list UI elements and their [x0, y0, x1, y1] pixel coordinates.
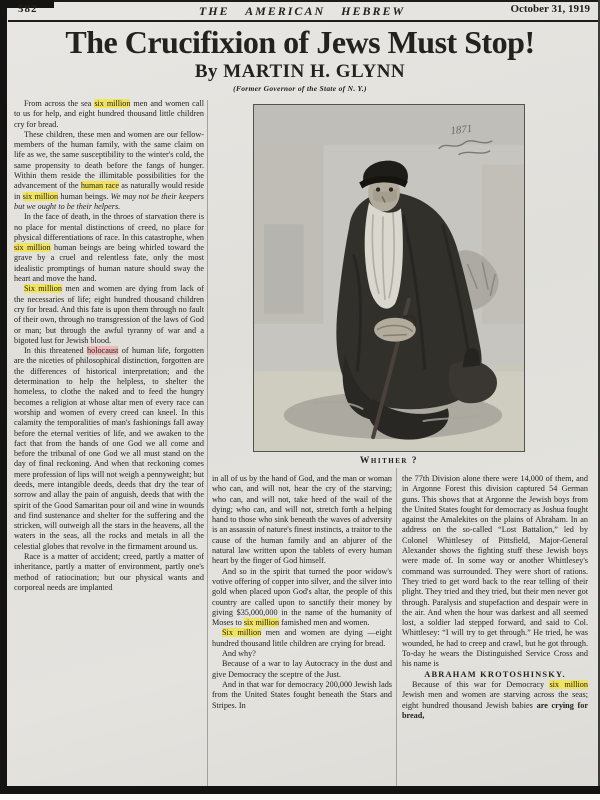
paragraph — [14, 212, 204, 284]
paragraph — [14, 552, 204, 593]
text-segment: In the face of death, in the throes of starvation there is no place for mental distinctions of creed, no place for physical differentiations of race. In this catastrophe, when — [14, 212, 204, 242]
paragraph — [14, 99, 204, 130]
column-rule — [396, 468, 397, 786]
highlighted-text: six million — [22, 191, 59, 201]
paragraph — [212, 680, 392, 711]
highlighted-text: six million — [14, 243, 51, 253]
text-segment: ABRAHAM KROTOSHINSKY. — [424, 669, 566, 679]
text-segment: the 77th Division alone there were 14,000 of them, and in Argonne Forest this division captured 54 German guns. This shows that at Argonne the Jewish boys from the United States fought for democracy as Joshua fought against the Amalekites on the plains of Abraham. In an address on the so-called “Lost Battalion,” led by Colonel Whittlesey of Pittsfield, Major-General Alexander shows the fighting stuff these Jewish boys were made of. In some way or another Whittlesey's command was surrounded. They were short of rations. They tried to get word back to the rear telling of their plight. They tried and they tried, but their men never got through. Paralysis and stupefaction and despair were in the air. And when the hour was darkest and all seemed lost, a soldier lad stepped forward, and said to Col. Whittlesey: “I will try to get through.” He tried, he was wounded, he had to creep and crawl, but he got through. To-day he wears the Distinguished Service Cross and his name is — [402, 474, 588, 669]
scan-border-top — [0, 0, 600, 2]
highlighted-text: human race — [80, 181, 119, 191]
article-headline: The Crucifixion of Jews Must Stop! — [65, 24, 535, 60]
issue-date: October 31, 1919 — [510, 3, 590, 15]
masthead-title: THE AMERICAN HEBREW — [198, 4, 406, 18]
illustration-image — [253, 104, 525, 452]
paragraph — [212, 649, 392, 659]
paragraph — [402, 670, 588, 680]
highlighted-text: Six million — [222, 628, 262, 638]
header-rule — [8, 20, 598, 22]
text-segment: in all of us by the hand of God, and the man or woman who can, and will not, hear the cry of the starving; who can, and will not, take heed of the wail of the dying; who can, and will not, stretch forth a helping hand to those who sink beneath the waves of adversity is an assassin of nature's finest instincts, a traitor to the cause of the human family and an abjurer of the natural law written upon the tablets of every human heart by the finger of God himself. — [212, 474, 392, 566]
text-segment: We may not be their keepers but we ought to be their helpers. — [14, 191, 204, 211]
text-segment: Race is a matter of accident; creed, partly a matter of inheritance, partly a matter of environment, partly one's method of ratiocination; but our physical wants and corporeal needs are implanted — [14, 552, 204, 592]
text-segment: Because of this war for Democracy — [412, 679, 550, 689]
text-column-3 — [402, 474, 588, 787]
text-segment: In this threatened — [24, 346, 87, 356]
paragraph — [402, 474, 588, 670]
old-man-drawing — [254, 105, 524, 451]
paragraph — [14, 284, 204, 346]
scan-border-left — [0, 0, 7, 794]
text-column-2 — [212, 474, 392, 787]
scan-border-bottom — [0, 786, 600, 794]
text-segment: men and women are dying —eight hundred thousand little children are crying for bread. — [212, 628, 392, 648]
paragraph — [14, 346, 204, 552]
text-segment: These children, these men and women are our fellow-members of the human family, with the same claim on life as we, the same susceptibility to the winter's cold, the same propensity to death before the fangs of hunger. Within them reside the illimitable possibilities for the advancement of the — [14, 129, 204, 191]
text-segment: From across the sea — [24, 99, 95, 108]
illustration-inscription: 1871 — [449, 122, 473, 138]
text-segment: Jewish men and women are starving across the seas; eight hundred thousand Jewish babies — [402, 690, 588, 710]
column-rule — [207, 100, 208, 786]
highlighted-text: six million — [94, 99, 131, 108]
article-byline: By MARTIN H. GLYNN — [194, 61, 406, 82]
text-segment: as naturally would reside in — [14, 181, 204, 201]
text-segment: men and women call to us for help, and eight hundred thousand little children cry for bread. — [14, 99, 204, 129]
text-segment: And why? — [222, 649, 256, 659]
paragraph — [402, 680, 588, 721]
text-segment: And so in the spirit that turned the poor widow's votive offering of copper into silver, and the silver into gold when placed upon God's altar, the people of this country are called upon to sanctify their money by giving $35,000,000 in the name of the humanity of Moses to — [212, 566, 392, 628]
highlighted-text: holocaust — [87, 346, 119, 356]
paragraph — [212, 474, 392, 567]
text-segment: human beings. — [58, 191, 111, 201]
text-segment: human beings are being whirled toward the grave by a cruel and relentless fate, only the most idealistic promptings of human nature should sway the heart and move the hand. — [14, 243, 204, 284]
page-number: 582 — [18, 3, 38, 15]
highlighted-text: Six million — [24, 284, 62, 294]
text-segment: famished men and women. — [279, 618, 370, 628]
highlighted-text: six million — [243, 618, 280, 628]
paragraph — [212, 659, 392, 680]
highlighted-text: six million — [549, 679, 588, 689]
paragraph — [212, 628, 392, 649]
paragraph — [14, 130, 204, 212]
text-segment: are crying for bread, — [402, 700, 588, 720]
illustration-caption: Whither ? — [359, 456, 419, 466]
text-segment: Because of a war to lay Autocracy in the dust and give Democracy the sceptre of the Just. — [212, 659, 392, 679]
running-header — [8, 3, 596, 18]
text-segment: men and women are dying from lack of the necessaries of life; eight hundred thousand children cry for bread. And this fate is upon them through no fault of their own, through no transgression of the laws of God or man; but through the awful tyranny of war and a bigoted lust for Jewish blood. — [14, 284, 204, 345]
scan-margin — [0, 794, 600, 800]
byline-note: (Former Governor of the State of N. Y.) — [233, 84, 367, 93]
text-segment: of human life, forgotten are the niceties of philosophical distinction, forgotten are the differences of historical interpretation; and the determination to help the helpless, to shelter the homeless, to clothe the naked and to feed the hungry becomes a religion at whose altar men of every race can worship and women of every creed can kneel. In this calamity the temporalities of man's fashionings fall away before the eternal verities of life, and we awaken to the fact that from the hands of one God we all come and before the tribunal of one God we all must stand on the day of final reckoning. And when that reckoning comes mere profession of lips will not weigh a pennyweight; but deeds, mere intangible deeds, deeds that dry the tear of sorrow and allay the pain of anguish, deeds that with the spirit of the Good Samaritan pour oil and wine in wounds and find sustenance and shelter for the suffering and the stricken, will outweigh all the stars in the heavens, all the waters in the seas, all the rocks and metals in all the celestial globes that revolve in the firmament around us. — [14, 346, 204, 551]
text-segment: And in that war for democracy 200,000 Jewish lads from the United States fought beneath the Stars and Stripes. In — [212, 679, 392, 710]
paragraph — [212, 567, 392, 629]
text-column-1 — [14, 99, 204, 787]
